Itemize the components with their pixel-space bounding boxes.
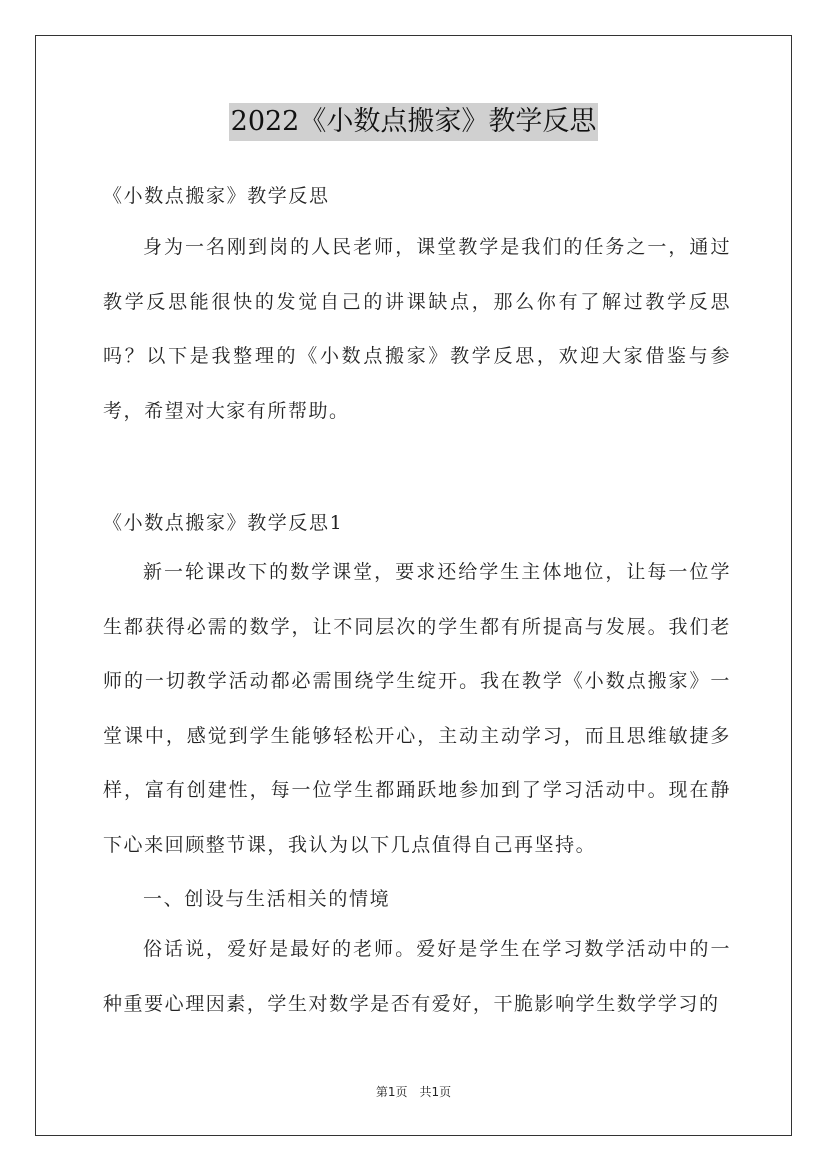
section-heading: 《小数点搬家》教学反思1 [103, 512, 344, 534]
subtitle: 《小数点搬家》教学反思 [103, 185, 330, 207]
point-heading: 一、创设与生活相关的情境 [143, 888, 391, 910]
section-paragraph: 新一轮课改下的数学课堂，要求还给学生主体地位，让每一位学生都获得必需的数学，让不同层次的学生都有所提高与发展。我们老师的一切教学活动都必需围绕学生绽开。我在教学《小数点搬家》一堂课中，感觉到学生能够轻松开心，主动主动学习，而且思维敏捷多样，富有创建性，每一位学生都踊跃地参加到了学习活动中。现在静下心来回顾整节课，我认为以下几点值得自己再坚持。 [103, 561, 731, 856]
title-container [0, 103, 827, 141]
point-paragraph: 俗话说，爱好是最好的老师。爱好是学生在学习数学活动中的一种重要心理因素，学生对数学是否有爱好，干脆影响学生数学学习的 [103, 938, 731, 1015]
document-title: 2022《小数点搬家》教学反思 [229, 103, 599, 141]
intro-paragraph: 身为一名刚到岗的人民老师，课堂教学是我们的任务之一，通过教学反思能很快的发觉自己的讲课缺点，那么你有了解过教学反思吗？以下是我整理的《小数点搬家》教学反思，欢迎大家借鉴与参考，希望对大家有所帮助。 [103, 236, 731, 422]
page-footer: 第1页 共1页 [375, 1085, 452, 1099]
